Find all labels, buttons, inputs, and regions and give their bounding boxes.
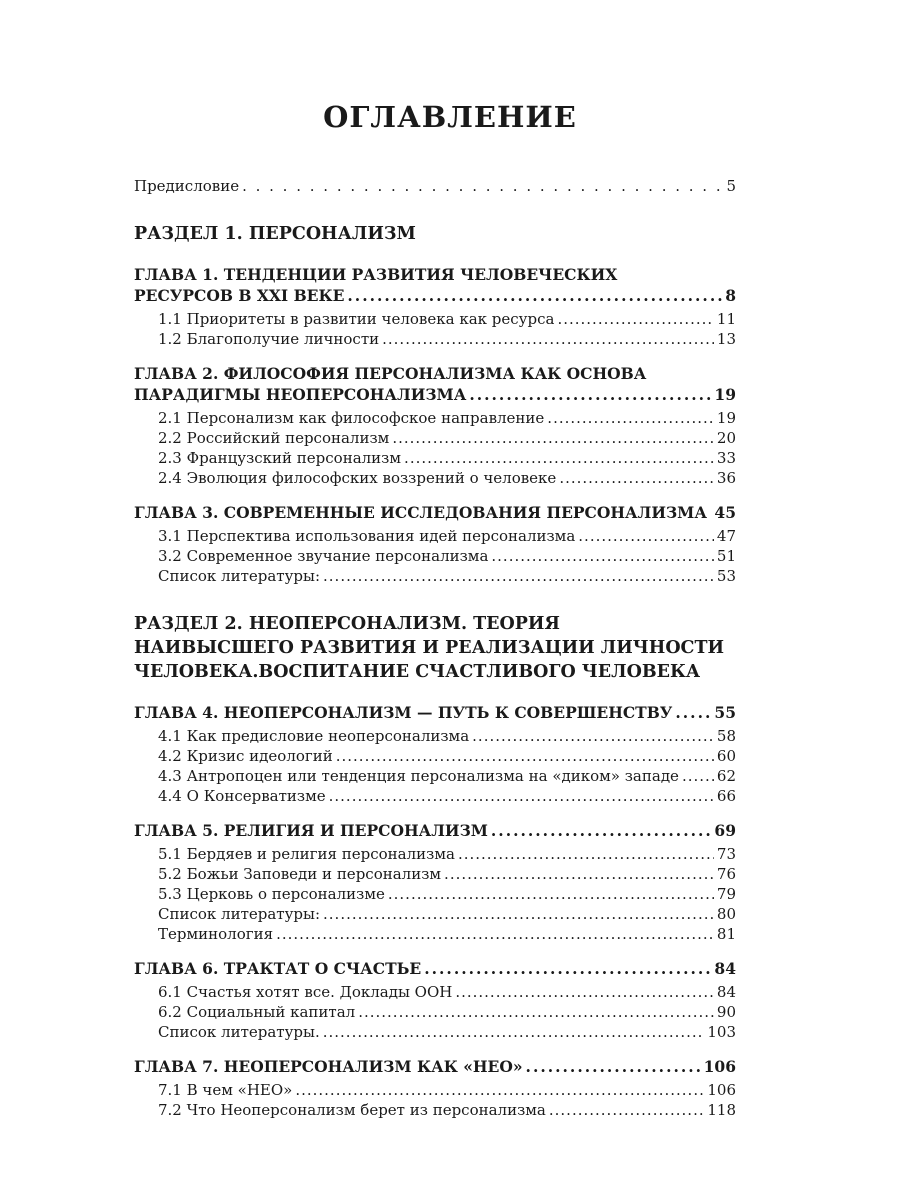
- dot-leader: [547, 408, 714, 428]
- entry-title: 5.2 Божьи Заповеди и персонализм: [158, 865, 442, 883]
- dot-leader: [472, 726, 714, 746]
- toc-subentry[interactable]: [134, 546, 736, 566]
- dot-leader: [404, 448, 714, 468]
- toc-subentry[interactable]: [134, 1100, 736, 1120]
- entry-page: 36: [716, 469, 736, 487]
- entry-title: 2.3 Французский персонализм: [158, 449, 402, 467]
- chapter-title: ГЛАВА 5. РЕЛИГИЯ И ПЕРСОНАЛИЗМ: [134, 821, 488, 840]
- toc-subentry[interactable]: [134, 884, 736, 904]
- toc-subentry[interactable]: [134, 428, 736, 448]
- dot-leader: [392, 428, 714, 448]
- chapter-title: ГЛАВА 4. НЕОПЕРСОНАЛИЗМ — ПУТЬ К СОВЕРШЕНСТВУ: [134, 703, 673, 722]
- entry-title: 7.2 Что Неоперсонализм берет из персонализма: [158, 1101, 546, 1119]
- toc-subentry[interactable]: [134, 844, 736, 864]
- entry-title: 4.1 Как предисловие неоперсонализма: [158, 727, 470, 745]
- dot-leader: [682, 766, 714, 786]
- dot-leader: [329, 786, 714, 806]
- chapter-page: 8: [725, 286, 736, 305]
- entry-page: 20: [716, 429, 736, 447]
- chapter-2-entry[interactable]: [134, 384, 736, 405]
- entry-title: 1.2 Благополучие личности: [158, 330, 380, 348]
- chapter-title-line2: РЕСУРСОВ В XXI ВЕКЕ: [134, 286, 345, 305]
- toc-subentry[interactable]: [134, 309, 736, 329]
- chapter-title: ГЛАВА 3. СОВРЕМЕННЫЕ ИССЛЕДОВАНИЯ ПЕРСОНАЛИЗМА: [134, 503, 707, 522]
- entry-page: 106: [707, 1081, 736, 1099]
- entry-title: 3.1 Перспектива использования идей персонализма: [158, 527, 576, 545]
- chapter-4-entry[interactable]: [134, 702, 736, 723]
- dot-leader: [358, 1002, 714, 1022]
- dot-leader: [382, 329, 714, 349]
- entry-title: 5.1 Бердяев и религия персонализма: [158, 845, 455, 863]
- entry-page: 11: [716, 310, 736, 328]
- toc-subentry[interactable]: [134, 864, 736, 884]
- dot-leader: [469, 384, 711, 405]
- chapter-title: ГЛАВА 6. ТРАКТАТ О СЧАСТЬЕ: [134, 959, 422, 978]
- entry-page: 51: [716, 547, 736, 565]
- entry-page: 118: [707, 1101, 736, 1119]
- entry-page: 13: [716, 330, 736, 348]
- dot-leader: [347, 285, 722, 306]
- dot-leader: [323, 904, 714, 924]
- entry-title: 2.1 Персонализм как философское направление: [158, 409, 545, 427]
- entry-page: 79: [716, 885, 736, 903]
- entry-page: 90: [716, 1003, 736, 1021]
- dot-leader: [557, 309, 713, 329]
- chapter-2-heading[interactable]: [134, 363, 736, 384]
- section-heading-2-line3: [134, 660, 736, 684]
- dot-leader: [388, 884, 714, 904]
- toc-subentry[interactable]: [134, 329, 736, 349]
- chapter-title-line2: ПАРАДИГМЫ НЕОПЕРСОНАЛИЗМА: [134, 385, 467, 404]
- toc-subentry[interactable]: [134, 1002, 736, 1022]
- entry-title: 4.2 Кризис идеологий: [158, 747, 333, 765]
- entry-page: 33: [716, 449, 736, 467]
- section-heading-1: [134, 222, 736, 246]
- entry-title: Список литературы:: [158, 905, 321, 923]
- toc-subentry[interactable]: [134, 924, 736, 944]
- dot-leader: [549, 1100, 704, 1120]
- chapter-6-entry[interactable]: [134, 958, 736, 979]
- entry-title: 5.3 Церковь о персонализме: [158, 885, 385, 903]
- entry-title: 2.2 Российский персонализм: [158, 429, 390, 447]
- entry-title: 6.2 Социальный капитал: [158, 1003, 356, 1021]
- toc-subentry[interactable]: [134, 408, 736, 428]
- entry-page: 5: [726, 177, 736, 195]
- dot-leader: [444, 864, 714, 884]
- entry-page: 60: [716, 747, 736, 765]
- toc-subentry[interactable]: [134, 566, 736, 586]
- dot-leader: [491, 546, 714, 566]
- section-title: РАЗДЕЛ 2. НЕОПЕРСОНАЛИЗМ. ТЕОРИЯ: [134, 614, 560, 634]
- toc-subentry[interactable]: [134, 1022, 736, 1042]
- chapter-title-line1: ГЛАВА 1. ТЕНДЕНЦИИ РАЗВИТИЯ ЧЕЛОВЕЧЕСКИХ: [134, 265, 618, 284]
- chapter-1-entry[interactable]: [134, 285, 736, 306]
- chapter-5-entry[interactable]: [134, 820, 736, 841]
- page-title: ОГЛАВЛЕНИЕ: [323, 100, 577, 134]
- dot-leader: [578, 526, 714, 546]
- entry-title: 6.1 Счастья хотят все. Доклады ООН: [158, 983, 453, 1001]
- dot-leader: [276, 924, 714, 944]
- entry-title: 3.2 Современное звучание персонализма: [158, 547, 489, 565]
- entry-page: 84: [716, 983, 736, 1001]
- entry-page: 58: [716, 727, 736, 745]
- toc-subentry[interactable]: [134, 448, 736, 468]
- entry-page: 76: [716, 865, 736, 883]
- toc-subentry[interactable]: [134, 786, 736, 806]
- entry-title: Список литературы:: [158, 567, 321, 585]
- dot-leader: [455, 982, 714, 1002]
- dot-leader: [491, 820, 712, 841]
- toc-subentry[interactable]: [134, 746, 736, 766]
- dot-leader: [424, 958, 711, 979]
- dot-leader: [675, 702, 711, 723]
- section-title: ЧЕЛОВЕКА.ВОСПИТАНИЕ СЧАСТЛИВОГО ЧЕЛОВЕКА: [134, 662, 701, 682]
- toc-subentry[interactable]: [134, 904, 736, 924]
- entry-page: 53: [716, 567, 736, 585]
- dot-leader: [336, 746, 714, 766]
- entry-title: Предисловие: [134, 177, 240, 195]
- toc-subentry[interactable]: [134, 982, 736, 1002]
- entry-page: 103: [707, 1023, 736, 1041]
- chapter-page: 45: [714, 503, 736, 522]
- chapter-title-line1: ГЛАВА 2. ФИЛОСОФИЯ ПЕРСОНАЛИЗМА КАК ОСНОВА: [134, 364, 647, 383]
- dot-leader: [323, 1022, 705, 1042]
- chapter-7-entry[interactable]: [134, 1056, 736, 1077]
- entry-title: 7.1 В чем «НЕО»: [158, 1081, 293, 1099]
- chapter-page: 69: [714, 821, 736, 840]
- entry-page: 19: [716, 409, 736, 427]
- dot-leader: [710, 502, 711, 523]
- section-heading-2-line1: [134, 612, 736, 636]
- chapter-page: 55: [714, 703, 736, 722]
- section-title: НАИВЫСШЕГО РАЗВИТИЯ И РЕАЛИЗАЦИИ ЛИЧНОСТИ: [134, 638, 725, 658]
- chapter-page: 84: [714, 959, 736, 978]
- entry-page: 81: [716, 925, 736, 943]
- chapter-3-entry[interactable]: [134, 502, 736, 523]
- entry-title: Список литературы.: [158, 1023, 320, 1041]
- dot-leader: [295, 1080, 704, 1100]
- toc-subentry[interactable]: [134, 1080, 736, 1100]
- chapter-1-heading[interactable]: [134, 264, 736, 285]
- chapter-page: 106: [703, 1057, 736, 1076]
- toc-subentry[interactable]: [134, 726, 736, 746]
- chapter-title: ГЛАВА 7. НЕОПЕРСОНАЛИЗМ КАК «НЕО»: [134, 1057, 523, 1076]
- table-of-contents: [134, 176, 736, 1120]
- entry-title: 2.4 Эволюция философских воззрений о человеке: [158, 469, 557, 487]
- entry-title: 4.3 Антропоцен или тенденция персонализма на «диком» западе: [158, 767, 679, 785]
- chapter-page: 19: [714, 385, 736, 404]
- toc-subentry[interactable]: [134, 468, 736, 488]
- entry-page: 80: [716, 905, 736, 923]
- entry-title: Терминология: [158, 925, 274, 943]
- entry-title: 1.1 Приоритеты в развитии человека как ресурса: [158, 310, 555, 328]
- entry-page: 62: [716, 767, 736, 785]
- dot-leader: [526, 1056, 701, 1077]
- entry-page: 66: [716, 787, 736, 805]
- section-title: РАЗДЕЛ 1. ПЕРСОНАЛИЗМ: [134, 224, 416, 244]
- dot-leader: [242, 176, 723, 196]
- section-heading-2-line2: [134, 636, 736, 660]
- entry-title: 4.4 О Консерватизме: [158, 787, 326, 805]
- entry-page: 47: [716, 527, 736, 545]
- dot-leader: [458, 844, 714, 864]
- dot-leader: [323, 566, 714, 586]
- toc-subentry[interactable]: [134, 526, 736, 546]
- toc-entry-preface[interactable]: [134, 176, 736, 196]
- entry-page: 73: [716, 845, 736, 863]
- toc-subentry[interactable]: [134, 766, 736, 786]
- dot-leader: [559, 468, 714, 488]
